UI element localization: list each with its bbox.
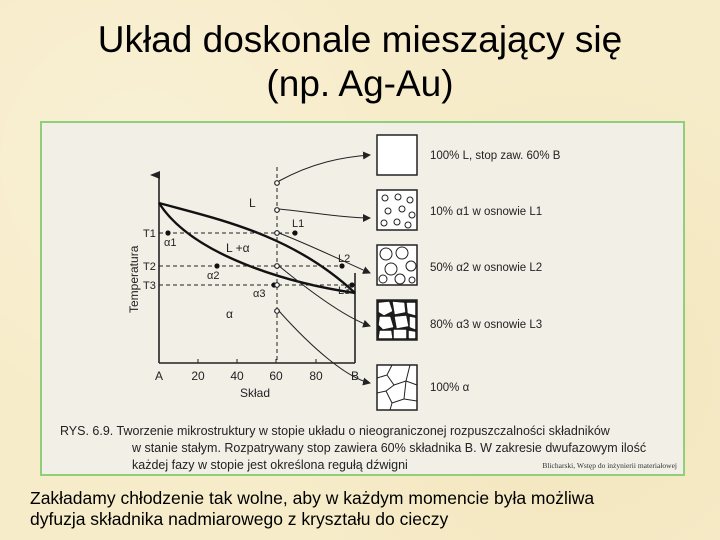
point-l1 [292, 230, 297, 235]
microstructure-box-solid [377, 365, 417, 410]
x-tick-labels [155, 369, 359, 383]
x-axis-label: Skład [240, 386, 271, 400]
x-tick-label: A [154, 369, 164, 383]
microstructure-label: 100% L, stop zaw. 60% B [430, 150, 561, 162]
slide-title [0, 18, 720, 106]
microstructure-label: 100% α [430, 382, 470, 394]
point-a1 [165, 230, 170, 235]
slide-footer [30, 488, 710, 530]
region-label-liquid: L [249, 196, 256, 210]
x-tick-label: 40 [230, 369, 244, 383]
temp-label-t1: T1 [143, 228, 156, 240]
temp-label-t2: T2 [143, 261, 156, 273]
footer-line-1: Zakładamy chłodzenie tak wolne, aby w każdym momencie była możliwa [30, 488, 595, 508]
point-label-l3: L3 [338, 285, 351, 297]
microstructure-box-growth [377, 245, 417, 285]
microstructure-labels [430, 150, 561, 394]
region-label-solid: α [226, 307, 233, 321]
point-a2 [214, 263, 219, 268]
microstructure-label: 50% α2 w osnowie L2 [430, 262, 543, 274]
title-line-2: (np. Ag-Au) [266, 63, 454, 104]
microstructure-label: 10% α1 w osnowie L1 [430, 206, 543, 218]
caption-line-1: RYS. 6.9. Tworzenie mikrostruktury w stopie układu o nieograniczonej rozpuszczalności składników [60, 424, 610, 438]
title-line-1: Układ doskonale mieszający się [97, 19, 623, 60]
microstructure-box-near-solid [377, 300, 417, 340]
microstructure-box-liquid [377, 135, 417, 175]
temperature-labels [143, 228, 156, 292]
x-tick-label: 60 [269, 369, 283, 383]
region-label-two-phase: L +α [226, 241, 250, 255]
microstructure-box-nuclei [377, 190, 417, 230]
x-tick-label: 20 [191, 369, 205, 383]
liquidus-curve [159, 203, 355, 293]
x-tick-label: 80 [309, 369, 323, 383]
point-label-a3: α3 [253, 288, 266, 300]
figure-credit: Blicharski, Wstęp do inżynierii materiałowej [542, 461, 677, 470]
microstructure-label: 80% α3 w osnowie L3 [430, 319, 543, 331]
phase-diagram-figure [40, 121, 685, 476]
point-label-l2: L2 [338, 253, 351, 265]
solidus-curve [159, 203, 355, 293]
point-label-a1: α1 [164, 237, 177, 249]
caption-line-3: każdej fazy w stopie jest określona regułą dźwigni [132, 458, 408, 472]
phase-diagram-svg [42, 123, 683, 474]
point-label-a2: α2 [207, 270, 220, 282]
point-label-l1: L1 [292, 218, 305, 230]
caption-line-2: w stanie stałym. Rozpatrywany stop zawiera 60% składnika B. W zakresie dwufazowym ilość [132, 441, 647, 455]
footer-line-2: dyfuzja składnika nadmiarowego z kryształu do cieczy [30, 509, 449, 529]
microstructure-panels [377, 135, 417, 410]
x-tick-label: B [350, 369, 360, 383]
temp-label-t3: T3 [143, 280, 156, 292]
y-axis-label: Temperatura [127, 245, 141, 313]
tie-lines [159, 233, 352, 285]
